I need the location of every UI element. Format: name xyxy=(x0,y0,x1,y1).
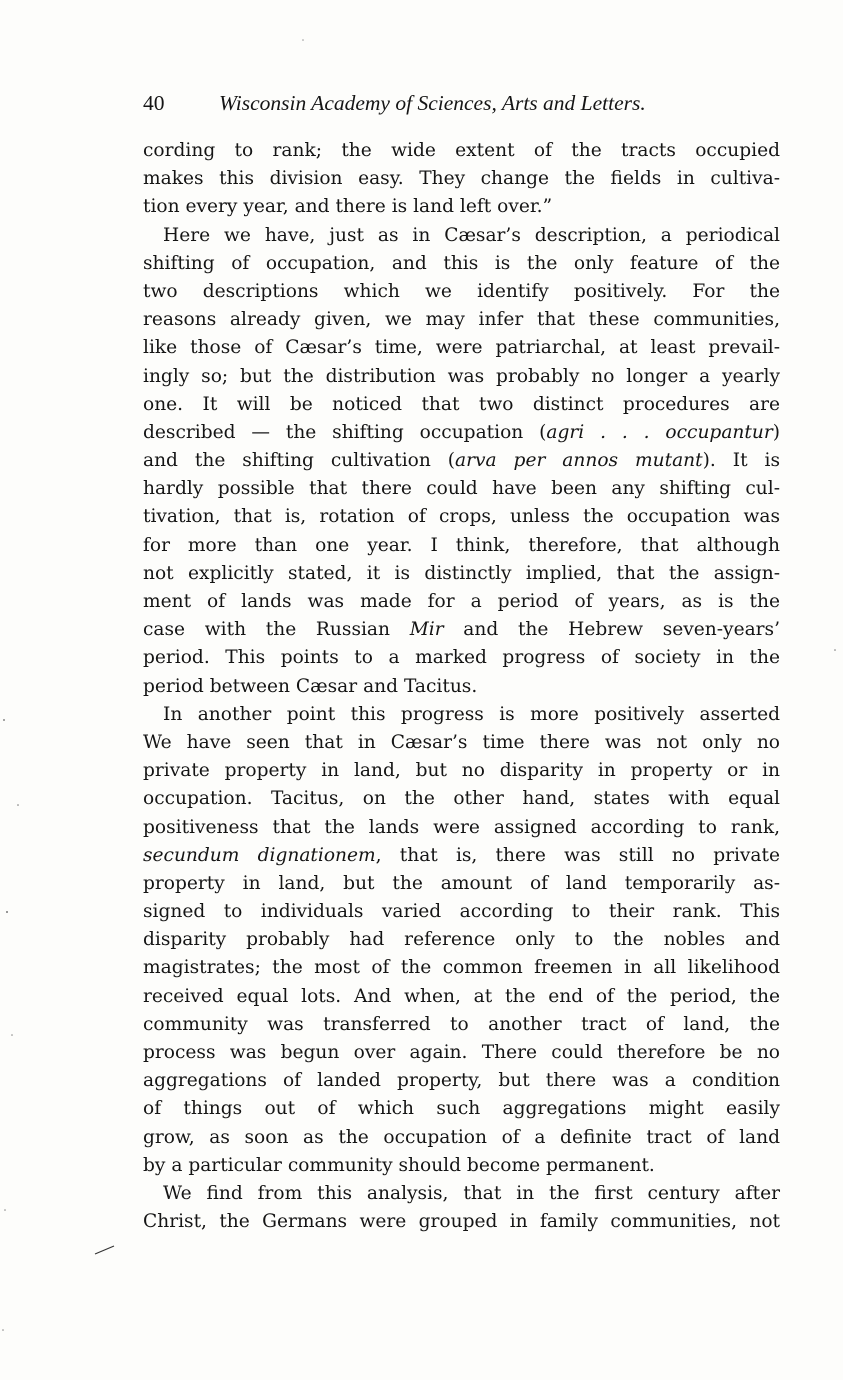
text-line: received equal lots. And when, at the end of the period, the xyxy=(143,985,780,1007)
text-line: by a particular community should become permanent. xyxy=(143,1154,655,1176)
text-line: period between Cæsar and Tacitus. xyxy=(143,675,478,697)
text-line: not explicitly stated, it is distinctly implied, that the assign- xyxy=(143,562,780,584)
text-line: occupation. Tacitus, on the other hand, states with equal xyxy=(143,788,780,810)
text-line: grow, as soon as the occupation of a definite tract of land xyxy=(143,1126,780,1148)
text-line: two descriptions which we identify positively. For the xyxy=(143,280,780,302)
scan-speck xyxy=(302,39,304,41)
scan-speck xyxy=(11,1034,13,1036)
italic-phrase: arva per annos mutant xyxy=(455,450,703,472)
text-line: cording to rank; the wide extent of the tracts occupied xyxy=(143,140,780,161)
running-title: Wisconsin Academy of Sciences, Arts and Letters. xyxy=(219,91,646,115)
text-line: case with the Russian Mir and the Hebrew seven-years’ xyxy=(143,619,780,641)
text-line: hardly possible that there could have been any shifting cul- xyxy=(143,478,780,500)
scan-speck xyxy=(95,1246,114,1254)
text-line: Here we have, just as in Cæsar’s description, a periodical xyxy=(163,224,780,246)
scan-speck xyxy=(834,649,836,651)
text-line: disparity probably had reference only to the nobles and xyxy=(143,929,780,951)
text-line: We find from this analysis, that in the first century after xyxy=(163,1182,780,1204)
text-line: for more than one year. I think, therefore, that although xyxy=(143,534,780,556)
text-line: process was begun over again. There could therefore be no xyxy=(143,1042,780,1063)
text-line: ment of lands was made for a period of years, as is the xyxy=(143,591,780,612)
text-line: aggregations of landed property, but there was a condition xyxy=(143,1070,780,1092)
text-line: one. It will be noticed that two distinct procedures are xyxy=(143,393,780,415)
scan-speck xyxy=(17,804,19,806)
text-line: like those of Cæsar’s time, were patriarchal, at least prevail- xyxy=(143,337,780,359)
text-line: period. This points to a marked progress of society in the xyxy=(143,647,780,669)
scan-speck xyxy=(2,1329,4,1331)
scan-speck xyxy=(6,911,8,913)
text-line: signed to individuals varied according to their rank. This xyxy=(143,901,780,923)
text-line: In another point this progress is more positively asserted xyxy=(163,703,780,725)
text-line: tivation, that is, rotation of crops, unless the occupation was xyxy=(143,506,780,528)
text-line: described — the shifting occupation (agri . . . occupantur) xyxy=(143,421,780,443)
italic-phrase: Mir xyxy=(409,619,444,641)
text-line: private property in land, but no disparity in property or in xyxy=(143,760,780,782)
text-line: positiveness that the lands were assigned according to rank, xyxy=(143,816,780,838)
text-line: ingly so; but the distribution was probably no longer a yearly xyxy=(143,365,780,387)
text-line: makes this division easy. They change the fields in cultiva- xyxy=(143,168,780,190)
text-line: property in land, but the amount of land temporarily as- xyxy=(143,872,780,894)
scan-speck xyxy=(3,719,5,721)
page-number: 40 xyxy=(143,91,165,115)
italic-phrase: agri . . . occupantur xyxy=(546,421,773,443)
text-line: reasons already given, we may infer that these communities, xyxy=(143,309,780,331)
text-line: shifting of occupation, and this is the only feature of the xyxy=(143,252,780,274)
italic-phrase: secundum dignationem xyxy=(143,844,376,866)
text-line: tion every year, and there is land left over.” xyxy=(143,196,553,218)
text-line: secundum dignationem, that is, there was still no private xyxy=(143,844,780,866)
text-line: of things out of which such aggregations might easily xyxy=(143,1098,780,1120)
text-line: community was transferred to another tract of land, the xyxy=(143,1013,780,1035)
text-line: We have seen that in Cæsar’s time there was not only no xyxy=(143,731,780,753)
scan-speck xyxy=(4,1209,6,1211)
text-line: Christ, the Germans were grouped in family communities, not xyxy=(143,1211,780,1233)
text-line: magistrates; the most of the common freemen in all likelihood xyxy=(143,957,780,979)
text-line: and the shifting cultivation (arva per annos mutant). It is xyxy=(143,450,780,472)
